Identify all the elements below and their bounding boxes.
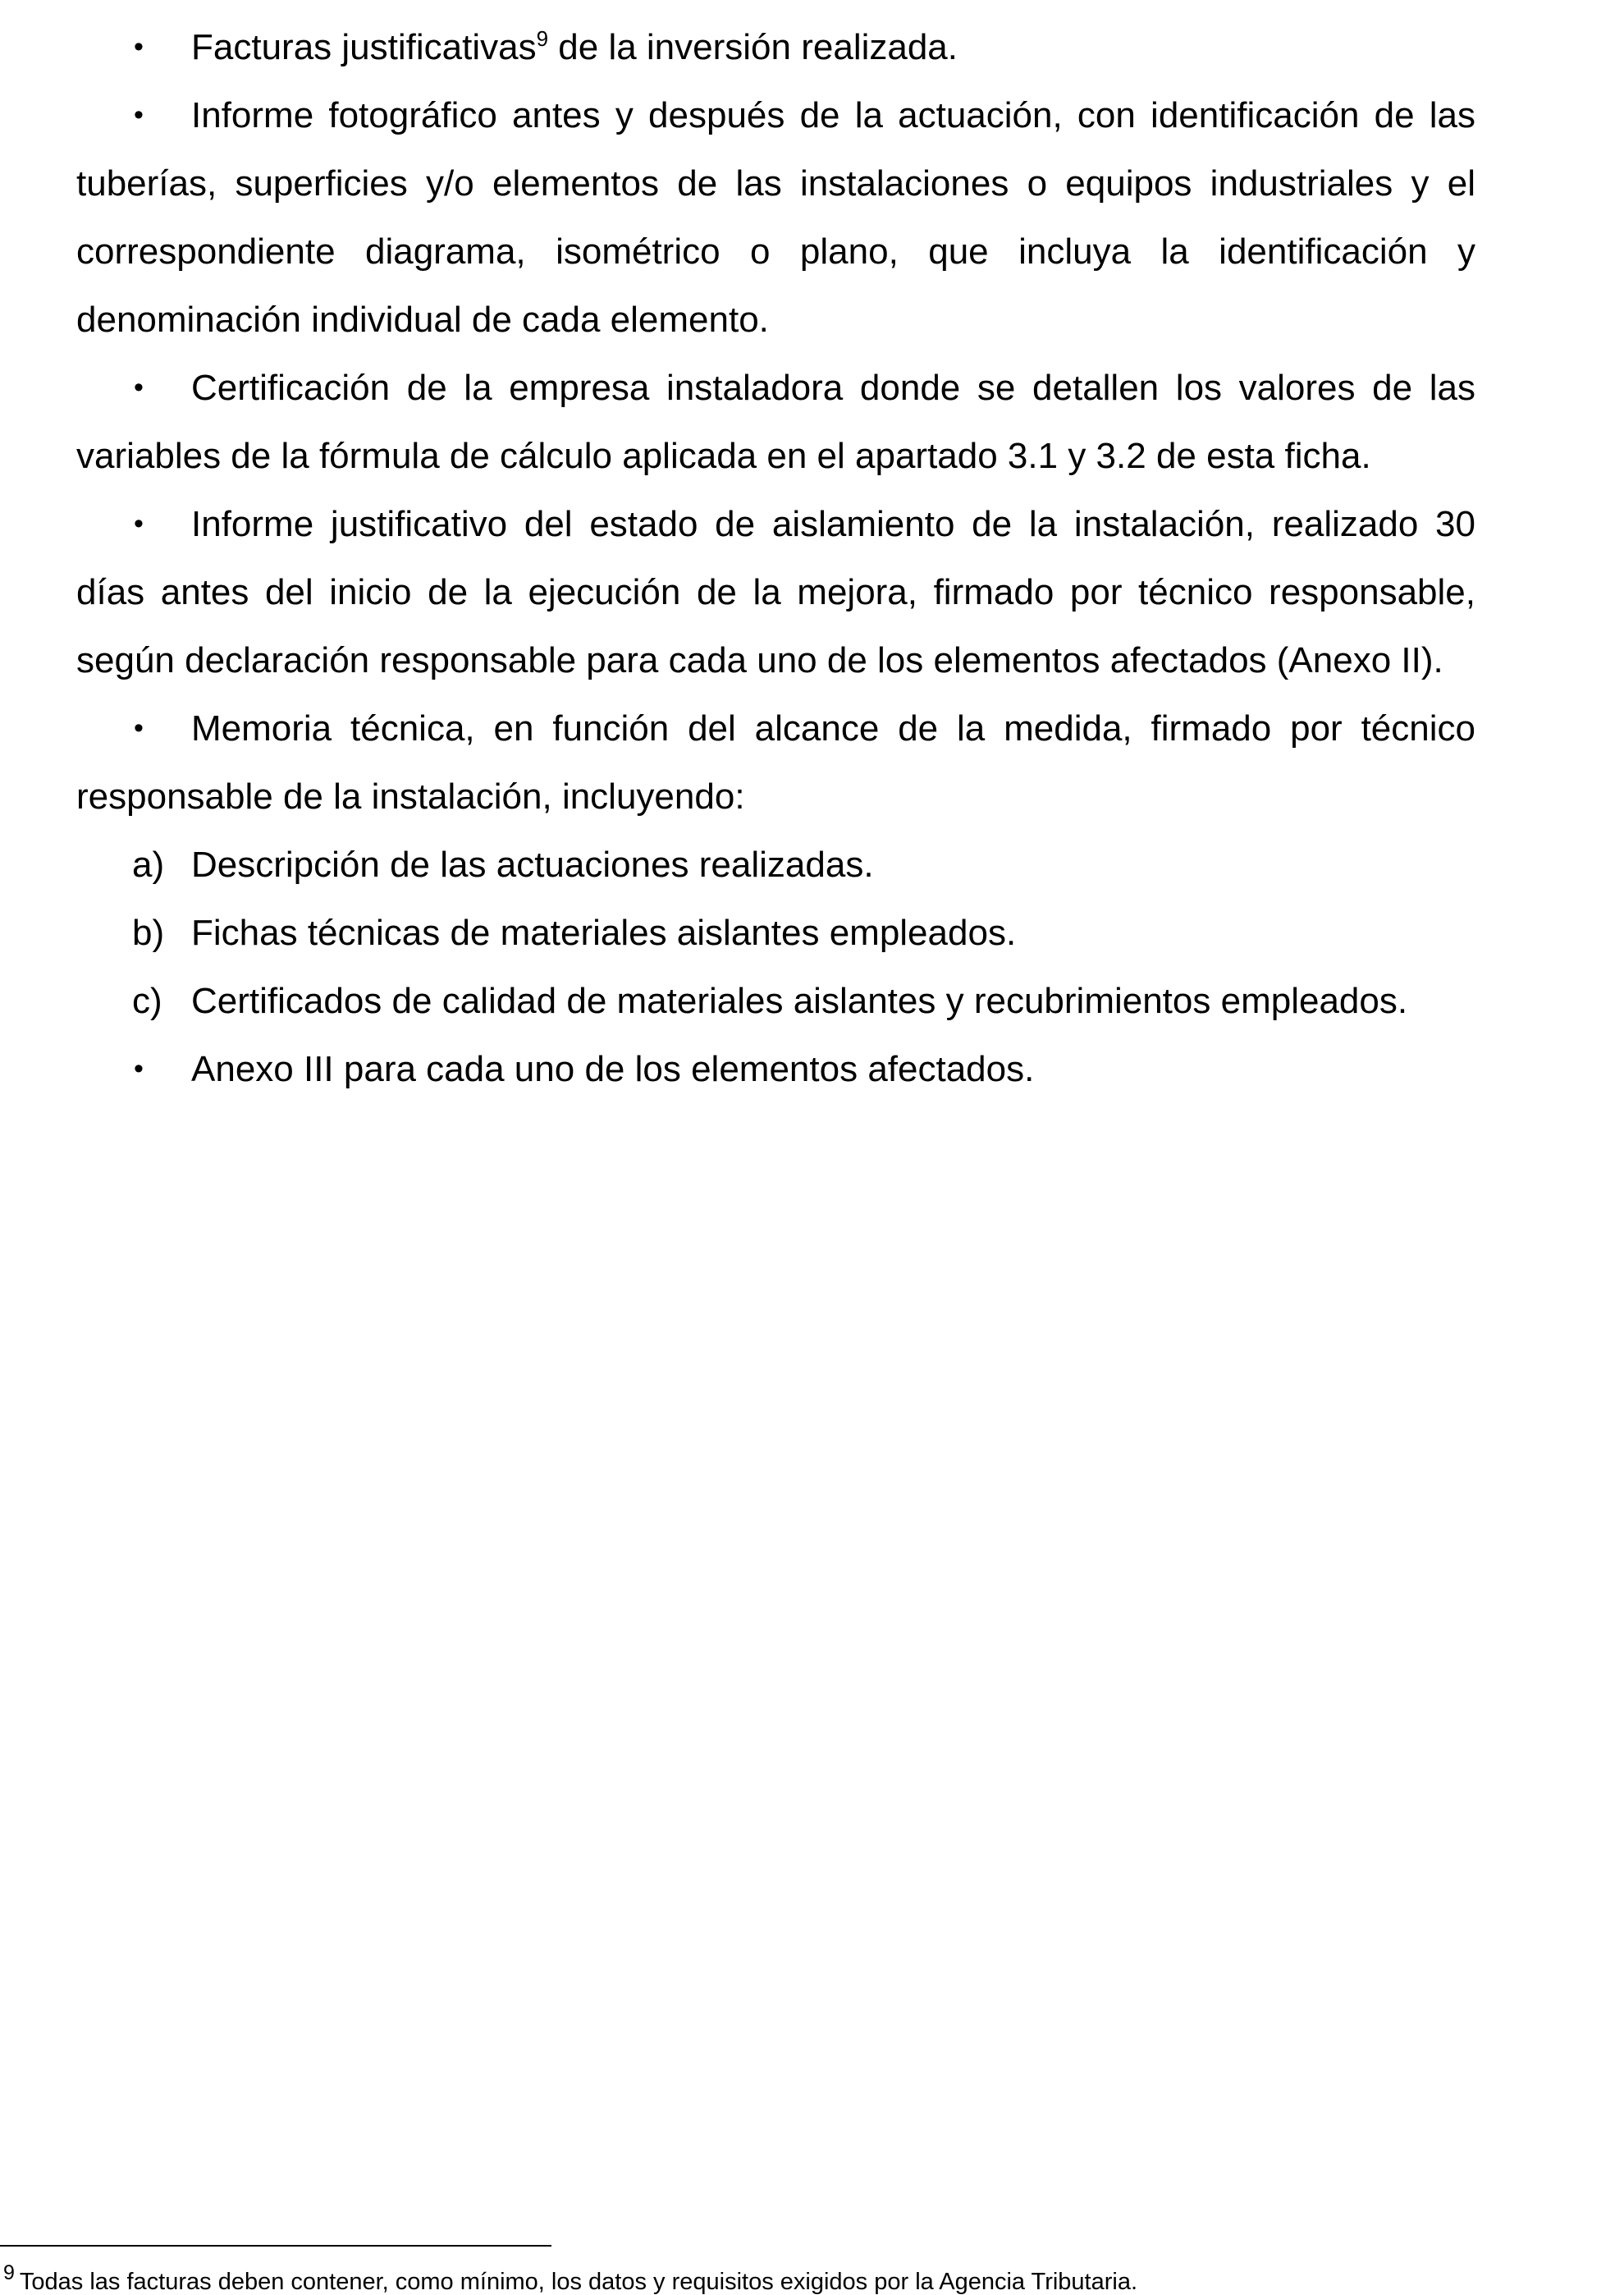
sub-item-text: Certificados de calidad de materiales aislantes y recubrimientos empleados. [191,981,1408,1021]
list-item-text: de la inversión realizada. [548,27,958,67]
list-item-text: Anexo III para cada uno de los elementos afectados. [191,1049,1035,1089]
bullet-icon: • [134,372,144,403]
footnote-number: 9 [3,2261,15,2284]
sub-list-item [76,831,1475,899]
list-item [76,13,1475,81]
list-item [76,354,1475,490]
list-item [76,694,1475,831]
bullet-icon: • [134,1053,144,1084]
bullet-icon: • [134,99,144,131]
list-item [76,490,1475,694]
bullet-icon: • [134,712,144,744]
list-item-text: Informe justificativo del estado de aislamiento de la instalación, realizado 30 días antes del inicio de la ejecución de la mejora, firmado por técnico responsable, según declaración responsable para cada uno de los elementos afectados (Anexo II). [76,504,1475,680]
list-item-text: Certificación de la empresa instaladora donde se detallen los valores de las variables de la fórmula de cálculo aplicada en el apartado 3.1 y 3.2 de esta ficha. [76,368,1475,476]
document-body [76,13,1475,1103]
sub-item-letter: b) [132,913,165,953]
list-item [76,81,1475,354]
bullet-icon: • [134,508,144,539]
sub-item-text: Fichas técnicas de materiales aislantes empleados. [191,913,1017,953]
sub-item-letter: c) [132,981,162,1021]
list-item-text: Informe fotográfico antes y después de la actuación, con identificación de las tuberías, superficies y/o elementos de las instalaciones o equipos industriales y el correspondiente diagrama, isométrico o plano, que incluya la identificación y denominación individual de cada elemento. [76,95,1475,340]
sub-list-item [76,899,1475,967]
footnote-separator [0,2245,551,2247]
footnote-text: Todas las facturas deben contener, como mínimo, los datos y requisitos exigidos por la Agencia Tributaria. [19,2269,1138,2295]
sub-item-text: Descripción de las actuaciones realizadas. [191,845,874,885]
footnote-reference[interactable]: 9 [536,26,549,51]
list-item [76,1035,1475,1103]
sub-item-letter: a) [132,845,165,885]
list-item-text: Memoria técnica, en función del alcance de la medida, firmado por técnico responsable de la instalación, incluyendo: [76,708,1475,817]
sub-list-item [76,967,1475,1035]
list-item-text: Facturas justificativas [191,27,537,67]
footnote [3,2261,1137,2294]
bullet-icon: • [134,31,144,62]
